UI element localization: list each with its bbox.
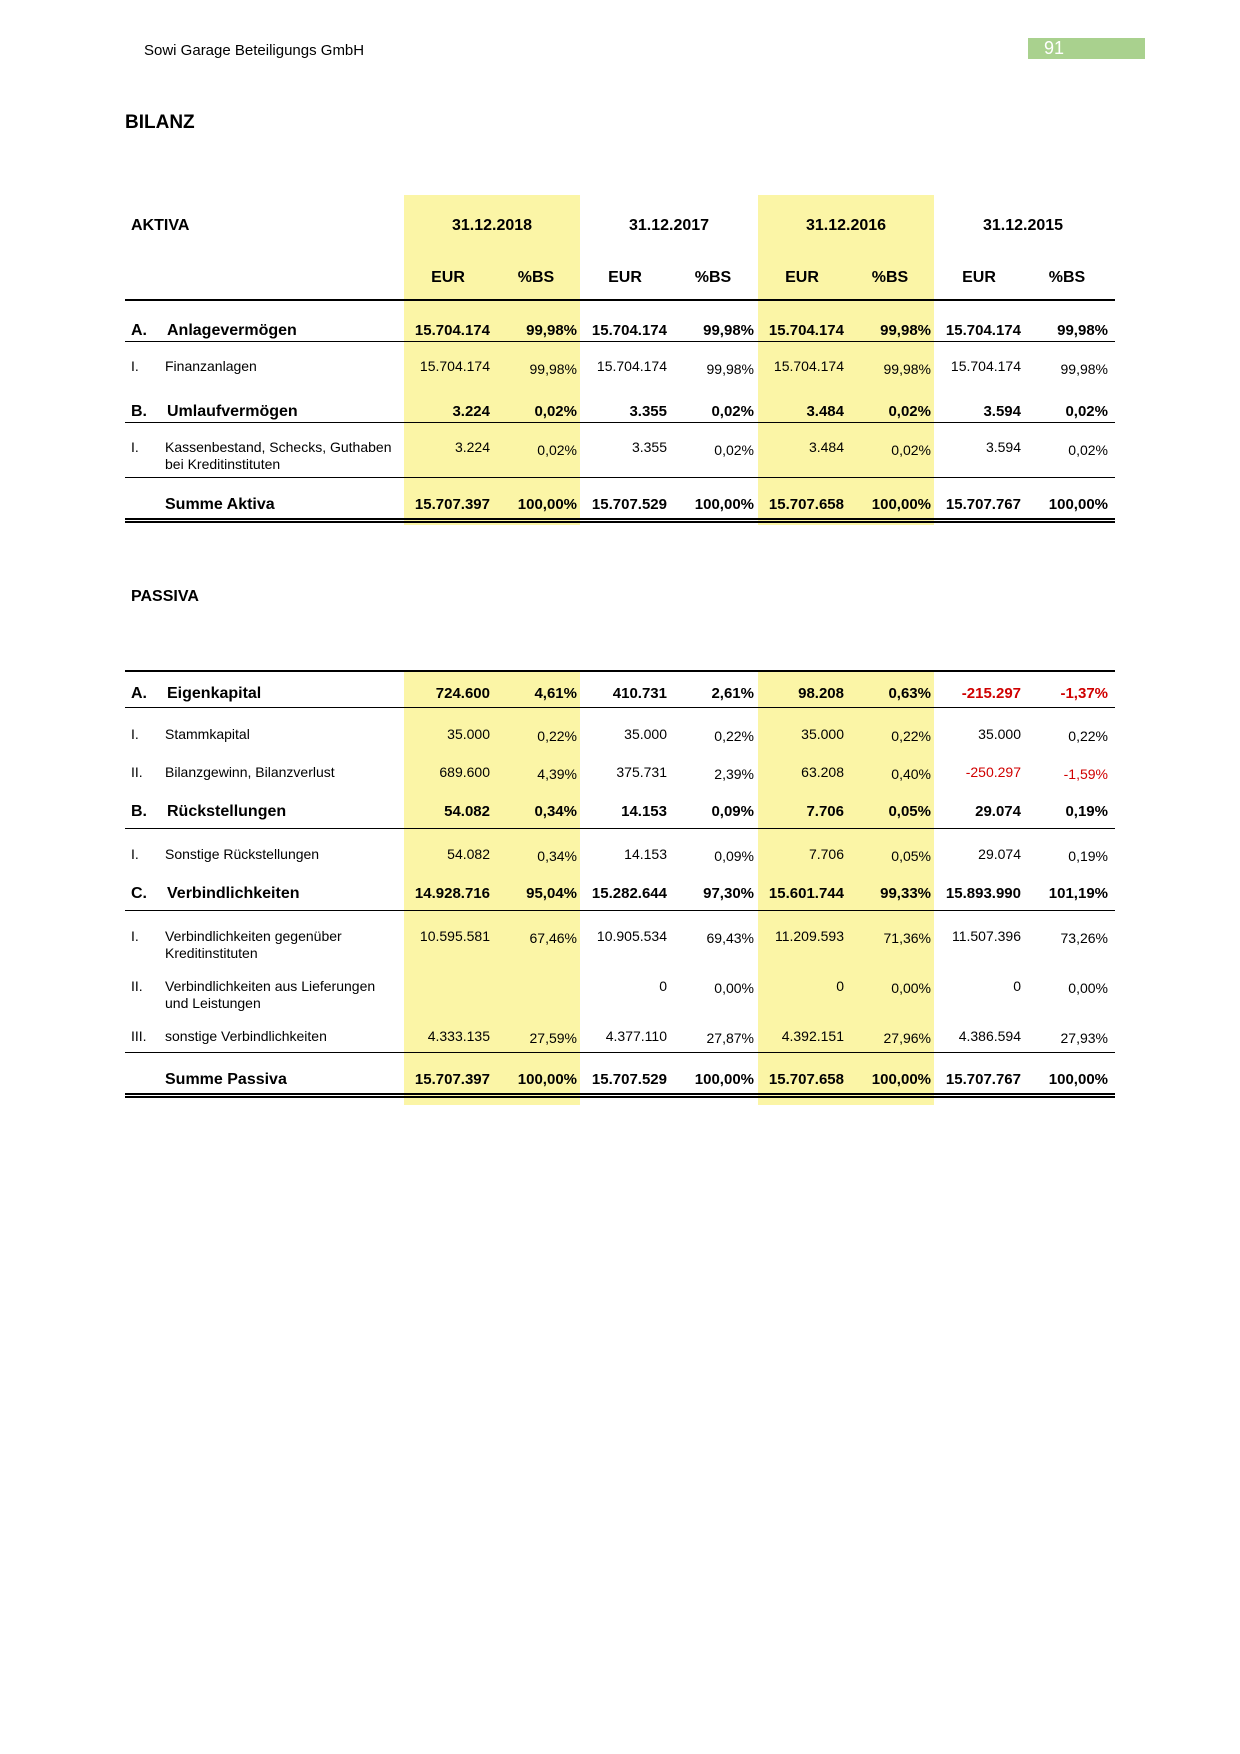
- cell-pct-2018: 0,34%: [534, 803, 577, 820]
- aktiva-heading: AKTIVA: [131, 217, 190, 234]
- cell-pct-2015: 0,19%: [1068, 848, 1108, 864]
- row-label: Finanzanlagen: [165, 358, 257, 374]
- divider: [125, 422, 1115, 423]
- divider: [125, 670, 1115, 672]
- cell-eur-2017: 15.707.529: [591, 496, 667, 513]
- divider: [125, 707, 1115, 708]
- cell-eur-2018: 3.224: [452, 403, 490, 420]
- row-number: B.: [131, 803, 147, 820]
- cell-pct-2017: 0,00%: [714, 980, 754, 996]
- cell-pct-2016: 0,05%: [888, 803, 931, 820]
- cell-eur-2017: 410.731: [612, 685, 667, 702]
- cell-eur-2018: 54.082: [444, 803, 490, 820]
- cell-eur-2018: 689.600: [439, 764, 490, 780]
- cell-eur-2018: 14.928.716: [414, 885, 490, 902]
- cell-eur-2015: 15.893.990: [945, 885, 1021, 902]
- cell-eur-2015: -250.297: [965, 764, 1021, 780]
- cell-eur-2018: 4.333.135: [427, 1028, 490, 1044]
- cell-eur-2018: 15.707.397: [414, 496, 490, 513]
- cell-pct-2016: 99,98%: [883, 361, 931, 377]
- cell-pct-2018: 99,98%: [526, 322, 577, 339]
- cell-pct-2018: 99,98%: [529, 361, 577, 377]
- cell-eur-2017: 375.731: [616, 764, 667, 780]
- column-date-2017: 31.12.2017: [628, 217, 710, 234]
- column-date-2015: 31.12.2015: [982, 217, 1064, 234]
- cell-eur-2016: 3.484: [806, 403, 844, 420]
- divider: [125, 828, 1115, 829]
- cell-pct-2015: 100,00%: [1048, 496, 1108, 513]
- page-number: 91: [1028, 38, 1145, 59]
- divider: [125, 518, 1115, 523]
- row-number: I.: [131, 726, 139, 742]
- cell-pct-2017: 0,22%: [714, 728, 754, 744]
- cell-pct-2018: 0,34%: [537, 848, 577, 864]
- cell-eur-2015: 15.704.174: [945, 322, 1021, 339]
- cell-pct-2016: 0,05%: [891, 848, 931, 864]
- cell-eur-2018: 724.600: [435, 685, 490, 702]
- cell-eur-2016: 15.704.174: [768, 322, 844, 339]
- cell-pct-2018: 0,02%: [534, 403, 577, 420]
- cell-pct-2016: 99,98%: [880, 322, 931, 339]
- cell-pct-2017: 0,02%: [711, 403, 754, 420]
- cell-pct-2017: 27,87%: [706, 1030, 754, 1046]
- cell-eur-2016: 15.704.174: [773, 358, 844, 374]
- cell-pct-2017: 99,98%: [706, 361, 754, 377]
- cell-pct-2018: 27,59%: [529, 1030, 577, 1046]
- cell-eur-2017: 14.153: [621, 803, 667, 820]
- cell-eur-2015: -215.297: [961, 685, 1021, 702]
- cell-eur-2018: 3.224: [454, 439, 490, 455]
- cell-pct-2017: 0,02%: [714, 442, 754, 458]
- cell-pct-2017: 99,98%: [703, 322, 754, 339]
- cell-pct-2017: 0,09%: [711, 803, 754, 820]
- cell-pct-2016: 100,00%: [871, 1071, 931, 1088]
- cell-eur-2015: 15.707.767: [945, 496, 1021, 513]
- cell-pct-2015: 27,93%: [1060, 1030, 1108, 1046]
- cell-eur-2017: 15.704.174: [591, 322, 667, 339]
- row-label: sonstige Verbindlichkeiten: [165, 1028, 327, 1044]
- cell-pct-2017: 2,39%: [714, 766, 754, 782]
- cell-pct-2015: 99,98%: [1060, 361, 1108, 377]
- column-date-2016: 31.12.2016: [805, 217, 887, 234]
- cell-eur-2017: 15.704.174: [596, 358, 667, 374]
- page-title: BILANZ: [125, 112, 195, 133]
- cell-pct-2015: 100,00%: [1048, 1071, 1108, 1088]
- cell-eur-2018: 54.082: [447, 846, 490, 862]
- divider: [125, 1093, 1115, 1098]
- cell-eur-2017: 3.355: [629, 403, 667, 420]
- cell-eur-2017: 15.282.644: [591, 885, 667, 902]
- cell-eur-2016: 3.484: [808, 439, 844, 455]
- row-number: I.: [131, 928, 139, 944]
- cell-pct-2016: 0,02%: [888, 403, 931, 420]
- cell-eur-2017: 14.153: [624, 846, 667, 862]
- row-label: Sonstige Rückstellungen: [165, 846, 320, 862]
- column-pct-2016: %BS: [871, 269, 909, 286]
- cell-pct-2016: 0,40%: [891, 766, 931, 782]
- cell-eur-2018: 15.707.397: [414, 1071, 490, 1088]
- row-number: A.: [131, 685, 147, 702]
- cell-eur-2017: 15.707.529: [591, 1071, 667, 1088]
- column-eur-2016: EUR: [785, 269, 819, 286]
- cell-eur-2016: 15.707.658: [768, 1071, 844, 1088]
- cell-pct-2018: 0,02%: [537, 442, 577, 458]
- cell-eur-2015: 3.594: [983, 403, 1021, 420]
- cell-pct-2016: 27,96%: [883, 1030, 931, 1046]
- cell-eur-2016: 11.209.593: [774, 928, 844, 944]
- cell-pct-2016: 99,33%: [880, 885, 931, 902]
- column-pct-2018: %BS: [517, 269, 555, 286]
- divider: [125, 299, 1115, 301]
- row-number: C.: [131, 885, 147, 902]
- row-label: Eigenkapital: [167, 685, 262, 702]
- cell-eur-2015: 29.074: [978, 846, 1021, 862]
- row-label: Kassenbestand, Schecks, Guthaben bei Kreditinstituten: [165, 439, 392, 472]
- cell-eur-2017: 3.355: [631, 439, 667, 455]
- cell-pct-2016: 0,02%: [891, 442, 931, 458]
- cell-eur-2016: 15.601.744: [768, 885, 844, 902]
- cell-eur-2016: 7.706: [808, 846, 844, 862]
- cell-eur-2017: 0: [659, 978, 667, 994]
- cell-eur-2015: 29.074: [975, 803, 1021, 820]
- cell-pct-2018: 67,46%: [529, 930, 577, 946]
- row-number: II.: [131, 764, 143, 780]
- cell-eur-2016: 15.707.658: [768, 496, 844, 513]
- row-number: I.: [131, 439, 139, 455]
- cell-eur-2016: 98.208: [798, 685, 844, 702]
- row-label: Rückstellungen: [167, 803, 287, 820]
- cell-pct-2018: 0,22%: [537, 728, 577, 744]
- company-name: Sowi Garage Beteiligungs GmbH: [144, 42, 365, 59]
- column-date-2018: 31.12.2018: [451, 217, 533, 234]
- column-pct-2017: %BS: [694, 269, 732, 286]
- row-label: Anlagevermögen: [167, 322, 297, 339]
- row-label: Verbindlichkeiten gegenüber Kreditinstituten: [165, 928, 342, 961]
- cell-pct-2015: 0,22%: [1068, 728, 1108, 744]
- cell-pct-2015: 0,02%: [1068, 442, 1108, 458]
- passiva-heading: PASSIVA: [131, 588, 199, 605]
- row-number: B.: [131, 403, 147, 420]
- cell-pct-2015: -1,59%: [1063, 766, 1108, 782]
- row-number: I.: [131, 358, 139, 374]
- column-eur-2015: EUR: [962, 269, 996, 286]
- cell-eur-2017: 35.000: [624, 726, 667, 742]
- cell-eur-2017: 4.377.110: [605, 1028, 667, 1044]
- cell-pct-2015: 0,02%: [1065, 403, 1108, 420]
- cell-pct-2018: 95,04%: [526, 885, 577, 902]
- divider: [125, 341, 1115, 342]
- cell-pct-2018: 4,39%: [537, 766, 577, 782]
- cell-pct-2015: -1,37%: [1060, 685, 1108, 702]
- cell-eur-2015: 15.704.174: [950, 358, 1021, 374]
- cell-pct-2015: 99,98%: [1057, 322, 1108, 339]
- row-number: I.: [131, 846, 139, 862]
- cell-pct-2017: 100,00%: [694, 1071, 754, 1088]
- cell-pct-2017: 69,43%: [706, 930, 754, 946]
- cell-pct-2017: 100,00%: [694, 496, 754, 513]
- cell-eur-2016: 63.208: [801, 764, 844, 780]
- cell-pct-2015: 73,26%: [1060, 930, 1108, 946]
- cell-eur-2017: 10.905.534: [596, 928, 667, 944]
- cell-eur-2015: 35.000: [978, 726, 1021, 742]
- row-label: Summe Passiva: [165, 1071, 287, 1088]
- cell-eur-2015: 11.507.396: [951, 928, 1021, 944]
- cell-eur-2015: 3.594: [985, 439, 1021, 455]
- cell-eur-2015: 15.707.767: [945, 1071, 1021, 1088]
- cell-pct-2016: 0,22%: [891, 728, 931, 744]
- row-label: Summe Aktiva: [165, 496, 275, 513]
- divider: [125, 910, 1115, 911]
- cell-eur-2018: 35.000: [447, 726, 490, 742]
- cell-eur-2016: 35.000: [801, 726, 844, 742]
- cell-pct-2017: 97,30%: [703, 885, 754, 902]
- cell-eur-2018: 15.704.174: [414, 322, 490, 339]
- column-eur-2017: EUR: [608, 269, 642, 286]
- cell-pct-2015: 0,00%: [1068, 980, 1108, 996]
- cell-eur-2016: 7.706: [806, 803, 844, 820]
- row-number: A.: [131, 322, 147, 339]
- cell-eur-2015: 4.386.594: [958, 1028, 1021, 1044]
- row-label: Verbindlichkeiten: [167, 885, 300, 902]
- column-eur-2018: EUR: [431, 269, 465, 286]
- divider: [125, 1052, 1115, 1053]
- cell-pct-2016: 0,00%: [891, 980, 931, 996]
- cell-eur-2015: 0: [1013, 978, 1021, 994]
- row-label: Umlaufvermögen: [167, 403, 298, 420]
- cell-eur-2016: 0: [836, 978, 844, 994]
- cell-pct-2017: 2,61%: [711, 685, 754, 702]
- row-label: Stammkapital: [165, 726, 250, 742]
- cell-eur-2018: 10.595.581: [419, 928, 490, 944]
- cell-pct-2018: 4,61%: [534, 685, 577, 702]
- cell-pct-2015: 0,19%: [1065, 803, 1108, 820]
- cell-eur-2016: 4.392.151: [781, 1028, 844, 1044]
- cell-pct-2018: 100,00%: [517, 1071, 577, 1088]
- row-number: III.: [131, 1028, 147, 1044]
- row-number: II.: [131, 978, 143, 994]
- cell-eur-2018: 15.704.174: [419, 358, 490, 374]
- row-label: Bilanzgewinn, Bilanzverlust: [165, 764, 335, 780]
- column-pct-2015: %BS: [1048, 269, 1086, 286]
- cell-pct-2016: 71,36%: [883, 930, 931, 946]
- cell-pct-2017: 0,09%: [714, 848, 754, 864]
- row-label: Verbindlichkeiten aus Lieferungen und Leistungen: [165, 978, 376, 1011]
- cell-pct-2018: 100,00%: [517, 496, 577, 513]
- cell-pct-2016: 100,00%: [871, 496, 931, 513]
- cell-pct-2016: 0,63%: [888, 685, 931, 702]
- cell-pct-2015: 101,19%: [1048, 885, 1108, 902]
- divider: [125, 477, 1115, 478]
